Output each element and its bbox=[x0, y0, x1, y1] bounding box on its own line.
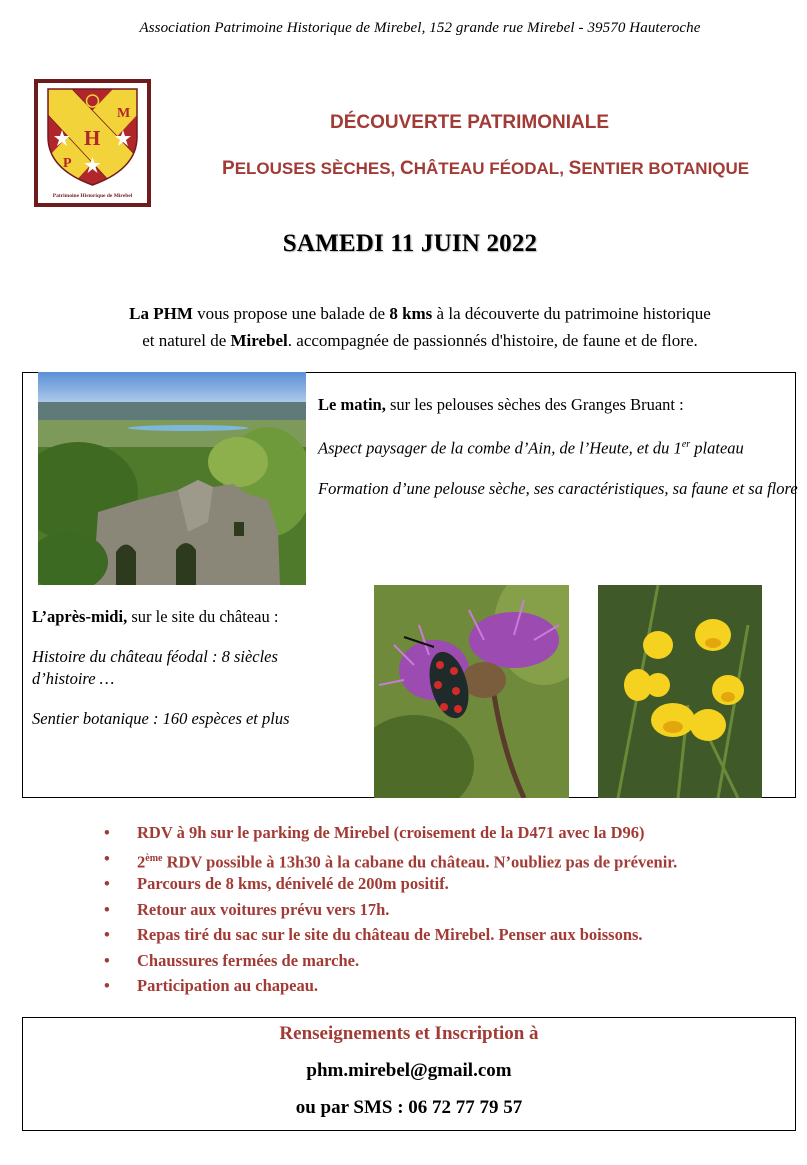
subtitle-rest: HÂTEAU FÉODAL, bbox=[413, 159, 569, 178]
morning-label: Le matin, bbox=[318, 395, 386, 414]
subtitle-cap: C bbox=[400, 158, 414, 179]
contact-email-link[interactable]: phm.mirebel@gmail.com bbox=[306, 1060, 512, 1081]
castle-landscape-photo bbox=[38, 372, 306, 585]
list-item: • 2ème RDV possible à 13h30 à la cabane du château. N’oubliez pas de prévenir. bbox=[104, 848, 678, 871]
event-date: SAMEDI 11 JUIN 2022 bbox=[282, 230, 538, 257]
logo-letter-p: P bbox=[63, 156, 72, 171]
intro-place: Mirebel bbox=[230, 331, 288, 350]
practical-info-list bbox=[100, 820, 800, 999]
morning-item: Aspect paysager de la combe d’Ain, de l’Heute, et du 1er plateau bbox=[318, 438, 744, 458]
header-address: Association Patrimoine Historique de Mirebel, 152 grande rue Mirebel - 39570 Hauteroche bbox=[139, 20, 701, 36]
list-item: • Chaussures fermées de marche. bbox=[104, 950, 360, 970]
list-item: • Parcours de 8 kms, dénivelé de 200m positif. bbox=[104, 874, 449, 893]
morning-item: Formation d’une pelouse sèche, ses caractéristiques, sa faune et sa flore bbox=[318, 478, 798, 498]
list-item: • RDV à 9h sur le parking de Mirebel (croisement de la D471 avec la D96) bbox=[104, 823, 645, 842]
intro-distance: 8 kms bbox=[389, 304, 433, 323]
subtitle-rest: ENTIER BOTANIQUE bbox=[581, 159, 750, 178]
logo-letter-m: M bbox=[117, 106, 131, 121]
afternoon-label: L’après-midi, bbox=[32, 607, 128, 626]
association-logo bbox=[34, 79, 151, 207]
contact-sms: ou par SMS : 06 72 77 79 57 bbox=[295, 1097, 523, 1118]
afternoon-intro: sur le site du château : bbox=[127, 607, 279, 626]
afternoon-section bbox=[32, 606, 352, 748]
contact-box bbox=[22, 1017, 796, 1131]
logo-letter-h: H bbox=[84, 126, 101, 150]
afternoon-item: Histoire du château féodal : 8 siècles d’histoire … bbox=[32, 647, 278, 688]
shield-emblem bbox=[38, 87, 147, 187]
birds-foot-trefoil-photo bbox=[598, 585, 762, 798]
morning-intro: sur les pelouses sèches des Granges Bruant : bbox=[385, 395, 684, 414]
subtitle-cap: S bbox=[568, 158, 582, 179]
contact-title: Renseignements et Inscription à bbox=[279, 1023, 539, 1044]
subtitle-rest: ELOUSES SÈCHES, bbox=[234, 159, 401, 178]
page-title: DÉCOUVERTE PATRIMONIALE bbox=[330, 112, 610, 133]
morning-section bbox=[318, 394, 798, 518]
list-item: • Participation au chapeau. bbox=[104, 976, 319, 995]
subtitle-cap: P bbox=[222, 158, 235, 179]
intro-org: La PHM bbox=[129, 304, 193, 323]
afternoon-item: Sentier botanique : 160 espèces et plus bbox=[32, 709, 290, 728]
burnet-moth-photo bbox=[374, 585, 569, 798]
list-item: • Repas tiré du sac sur le site du château de Mirebel. Penser aux boissons. bbox=[104, 925, 643, 944]
logo-caption: Patrimoine Historique de Mirebel bbox=[52, 193, 133, 199]
rosette-icon bbox=[87, 95, 99, 107]
intro-paragraph: La PHM vous propose une balade de 8 kms à la découverte du patrimoine historique et naturel de Mirebel. accompagnée de passionnés d'histoire, de faune et de flore. bbox=[129, 304, 711, 350]
list-item: • Retour aux voitures prévu vers 17h. bbox=[104, 899, 390, 919]
page-subtitle bbox=[222, 158, 762, 180]
